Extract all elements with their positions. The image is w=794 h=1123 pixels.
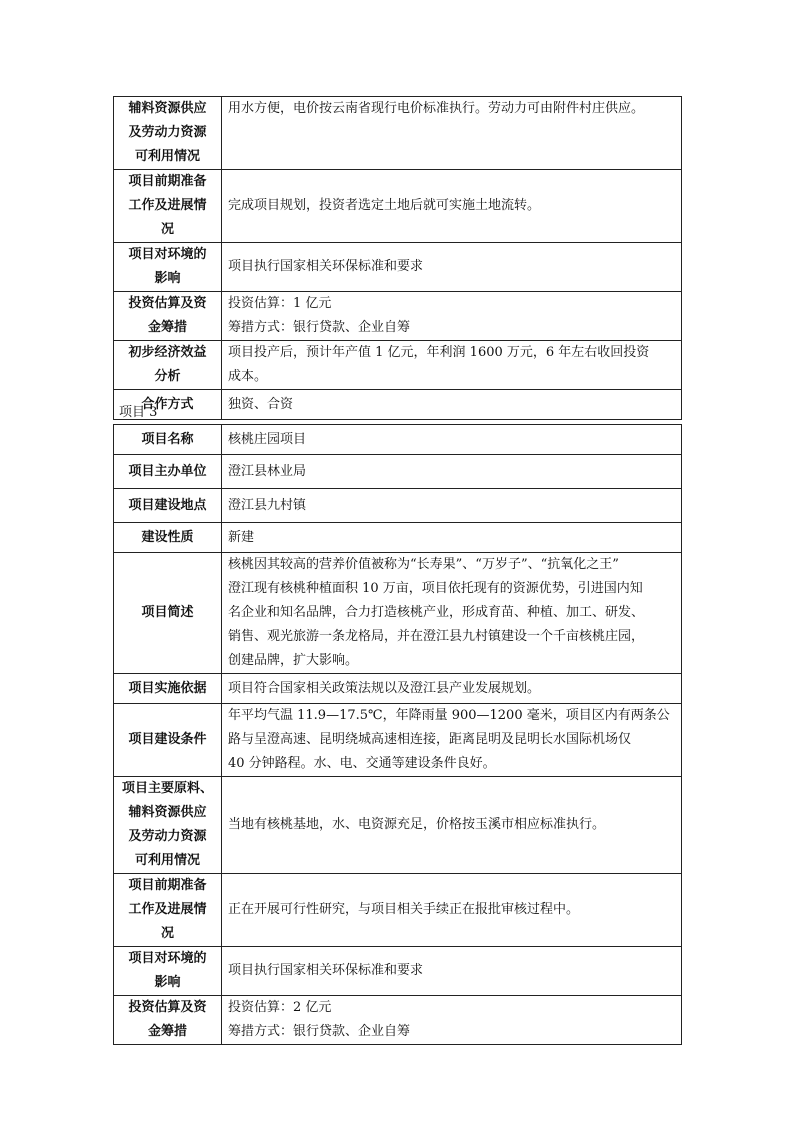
table-row <box>114 292 682 341</box>
row-label: 辅料资源供应 及劳动力资源 可利用情况 <box>114 97 222 170</box>
row-label: 项目前期准备 工作及进展情 况 <box>114 170 222 243</box>
table-row <box>114 996 682 1045</box>
row-value: 澄江县林业局 <box>222 455 682 489</box>
table-row <box>114 704 682 777</box>
row-label: 项目建设地点 <box>114 489 222 523</box>
row-label: 项目实施依据 <box>114 674 222 704</box>
row-label: 项目主办单位 <box>114 455 222 489</box>
row-value: 投资估算：1 亿元 筹措方式：银行贷款、企业自筹 <box>222 292 682 341</box>
row-label: 项目前期准备 工作及进展情 况 <box>114 874 222 947</box>
row-label: 项目建设条件 <box>114 704 222 777</box>
row-value: 核桃庄园项目 <box>222 425 682 455</box>
row-label: 项目简述 <box>114 553 222 674</box>
row-value: 新建 <box>222 523 682 553</box>
row-value: 核桃因其较高的营养价值被称为“长寿果”、“万岁子”、“抗氧化之王” 澄江现有核桃种植面积 10 万亩，项目依托现有的资源优势，引进国内知 名企业和知名品牌，合力打造核桃产业，形成育苗、种植、加工、研发、 销售、观光旅游一条龙格局，并在澄江县九村镇建设一个千亩核桃庄园， 创建品牌，扩大影响。 <box>222 553 682 674</box>
row-value: 投资估算：2 亿元 筹措方式：银行贷款、企业自筹 <box>222 996 682 1045</box>
row-value: 项目投产后，预计年产值 1 亿元，年利润 1600 万元，6 年左右收回投资 成本。 <box>222 341 682 390</box>
row-value: 年平均气温 11.9—17.5℃，年降雨量 900—1200 毫米，项目区内有两条公 路与呈澄高速、昆明绕城高速相连接，距离昆明及昆明长水国际机场仅 40 分钟路程。水、电、交通等建设条件良好。 <box>222 704 682 777</box>
row-value: 独资、合资 <box>222 390 682 420</box>
row-label: 投资估算及资 金筹措 <box>114 292 222 341</box>
row-label: 投资估算及资 金筹措 <box>114 996 222 1045</box>
table-row <box>114 341 682 390</box>
row-label: 项目对环境的 影响 <box>114 243 222 292</box>
row-value: 项目执行国家相关环保标准和要求 <box>222 947 682 996</box>
row-label: 合作方式 <box>114 390 222 420</box>
table-row <box>114 425 682 455</box>
table-row <box>114 390 682 420</box>
table-row <box>114 455 682 489</box>
row-value: 正在开展可行性研究，与项目相关手续正在报批审核过程中。 <box>222 874 682 947</box>
table-row <box>114 97 682 170</box>
row-label: 建设性质 <box>114 523 222 553</box>
table-row <box>114 553 682 674</box>
table-row <box>114 674 682 704</box>
row-value: 项目符合国家相关政策法规以及澄江县产业发展规划。 <box>222 674 682 704</box>
section-caption: 项目 3 <box>119 405 158 420</box>
table-row <box>114 489 682 523</box>
table-row <box>114 243 682 292</box>
row-label: 项目主要原料、 辅料资源供应 及劳动力资源 可利用情况 <box>114 777 222 874</box>
row-label: 项目对环境的 影响 <box>114 947 222 996</box>
row-value: 当地有核桃基地，水、电资源充足，价格按玉溪市相应标准执行。 <box>222 777 682 874</box>
row-label: 初步经济效益 分析 <box>114 341 222 390</box>
project-table-continued <box>113 96 682 420</box>
row-value: 用水方便，电价按云南省现行电价标准执行。劳动力可由附件村庄供应。 <box>222 97 682 170</box>
table-row <box>114 777 682 874</box>
project-3-table <box>113 424 682 1045</box>
row-value: 完成项目规划，投资者选定土地后就可实施土地流转。 <box>222 170 682 243</box>
table-row <box>114 523 682 553</box>
row-value: 澄江县九村镇 <box>222 489 682 523</box>
table-row <box>114 874 682 947</box>
table-row <box>114 947 682 996</box>
table-row <box>114 170 682 243</box>
row-label: 项目名称 <box>114 425 222 455</box>
row-value: 项目执行国家相关环保标准和要求 <box>222 243 682 292</box>
